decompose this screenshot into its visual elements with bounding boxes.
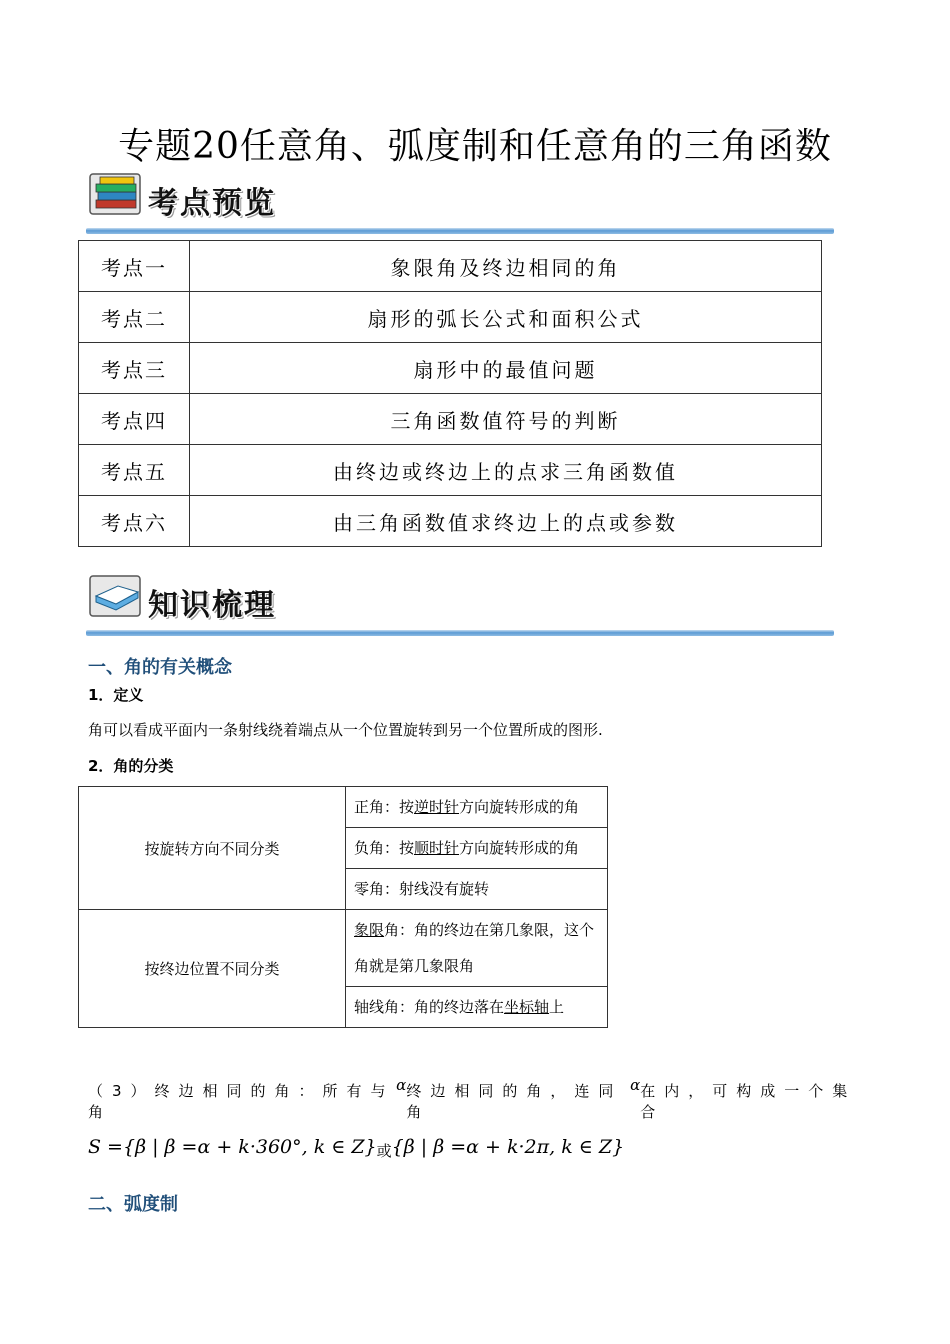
formula-degrees: S ={β | β =α + k·360°, k ∈ Z} [88, 1136, 377, 1158]
overview-value: 三角函数值符号的判断 [190, 394, 822, 445]
negative-angle-keyword: 顺时针 [414, 839, 460, 857]
section-divider [86, 630, 834, 636]
table-row [79, 343, 822, 394]
positive-angle [346, 787, 608, 828]
table-row [79, 496, 822, 547]
heading-angle-concepts: 一、角的有关概念 [88, 657, 232, 678]
overview-value: 扇形的弧长公式和面积公式 [190, 292, 822, 343]
section-divider [86, 228, 834, 234]
page-title: 专题20任意角、弧度制和任意角的三角函数 [118, 126, 832, 167]
table-row [79, 910, 608, 987]
section-header-knowledge [86, 572, 836, 636]
quadrant-angle [346, 910, 608, 987]
overview-table [78, 240, 822, 547]
classification-table [78, 786, 608, 1028]
overview-key: 考点一 [79, 241, 190, 292]
quadrant-angle-keyword: 象限 [354, 921, 385, 939]
overview-key: 考点六 [79, 496, 190, 547]
category-rotation: 按旋转方向不同分类 [79, 787, 346, 910]
formula-or: 或 [376, 1142, 392, 1160]
overview-value: 象限角及终边相同的角 [190, 241, 822, 292]
definition-text: 角可以看成平面内一条射线绕着端点从一个位置旋转到另一个位置所成的图形. [88, 721, 603, 739]
axis-angle-suffix: 上 [549, 998, 565, 1016]
table-row [79, 292, 822, 343]
books-icon [88, 170, 144, 220]
coterminal-set-formula [88, 1136, 624, 1158]
coterminal-text-1: （3）终边相同的角：所有与角 [88, 1082, 395, 1121]
section-heading: 考点预览 [148, 186, 276, 221]
coterminal-text-3: 在内，可构成一个集合 [640, 1082, 857, 1121]
subheading-classification: 2．角的分类 [88, 757, 174, 775]
overview-key: 考点二 [79, 292, 190, 343]
overview-value: 由终边或终边上的点求三角函数值 [190, 445, 822, 496]
overview-key: 考点五 [79, 445, 190, 496]
quadrant-angle-suffix: 角：角的终边在第几象限，这个角就是第几象限角 [354, 921, 595, 975]
positive-angle-keyword: 逆时针 [414, 798, 460, 816]
table-row [79, 241, 822, 292]
overview-value: 扇形中的最值问题 [190, 343, 822, 394]
table-row [79, 787, 608, 828]
section-heading: 知识梳理 [148, 588, 276, 623]
subheading-definition: 1．定义 [88, 686, 144, 704]
overview-key: 考点三 [79, 343, 190, 394]
negative-angle-suffix: 方向旋转形成的角 [459, 839, 580, 857]
category-terminal-side: 按终边位置不同分类 [79, 910, 346, 1028]
heading-radian: 二、弧度制 [88, 1194, 178, 1215]
negative-angle [346, 828, 608, 869]
overview-value: 由三角函数值求终边上的点或参数 [190, 496, 822, 547]
positive-angle-prefix: 正角：按 [354, 798, 415, 816]
table-row [79, 394, 822, 445]
positive-angle-suffix: 方向旋转形成的角 [459, 798, 580, 816]
axis-angle-prefix: 轴线角：角的终边落在 [354, 998, 505, 1016]
overview-key: 考点四 [79, 394, 190, 445]
zero-angle: 零角：射线没有旋转 [346, 869, 608, 910]
table-row [79, 445, 822, 496]
negative-angle-prefix: 负角：按 [354, 839, 415, 857]
coterminal-text-2: 终边相同的角，连同角 [406, 1082, 623, 1121]
alpha-symbol: α [396, 1076, 407, 1094]
formula-radians: {β | β =α + k·2π, k ∈ Z} [391, 1136, 625, 1158]
section-header-overview [86, 170, 836, 234]
axis-angle [346, 987, 608, 1028]
book-icon [88, 572, 144, 622]
axis-angle-keyword: 坐标轴 [504, 998, 550, 1016]
coterminal-angle-line [88, 1076, 864, 1122]
alpha-symbol: α [630, 1076, 641, 1094]
